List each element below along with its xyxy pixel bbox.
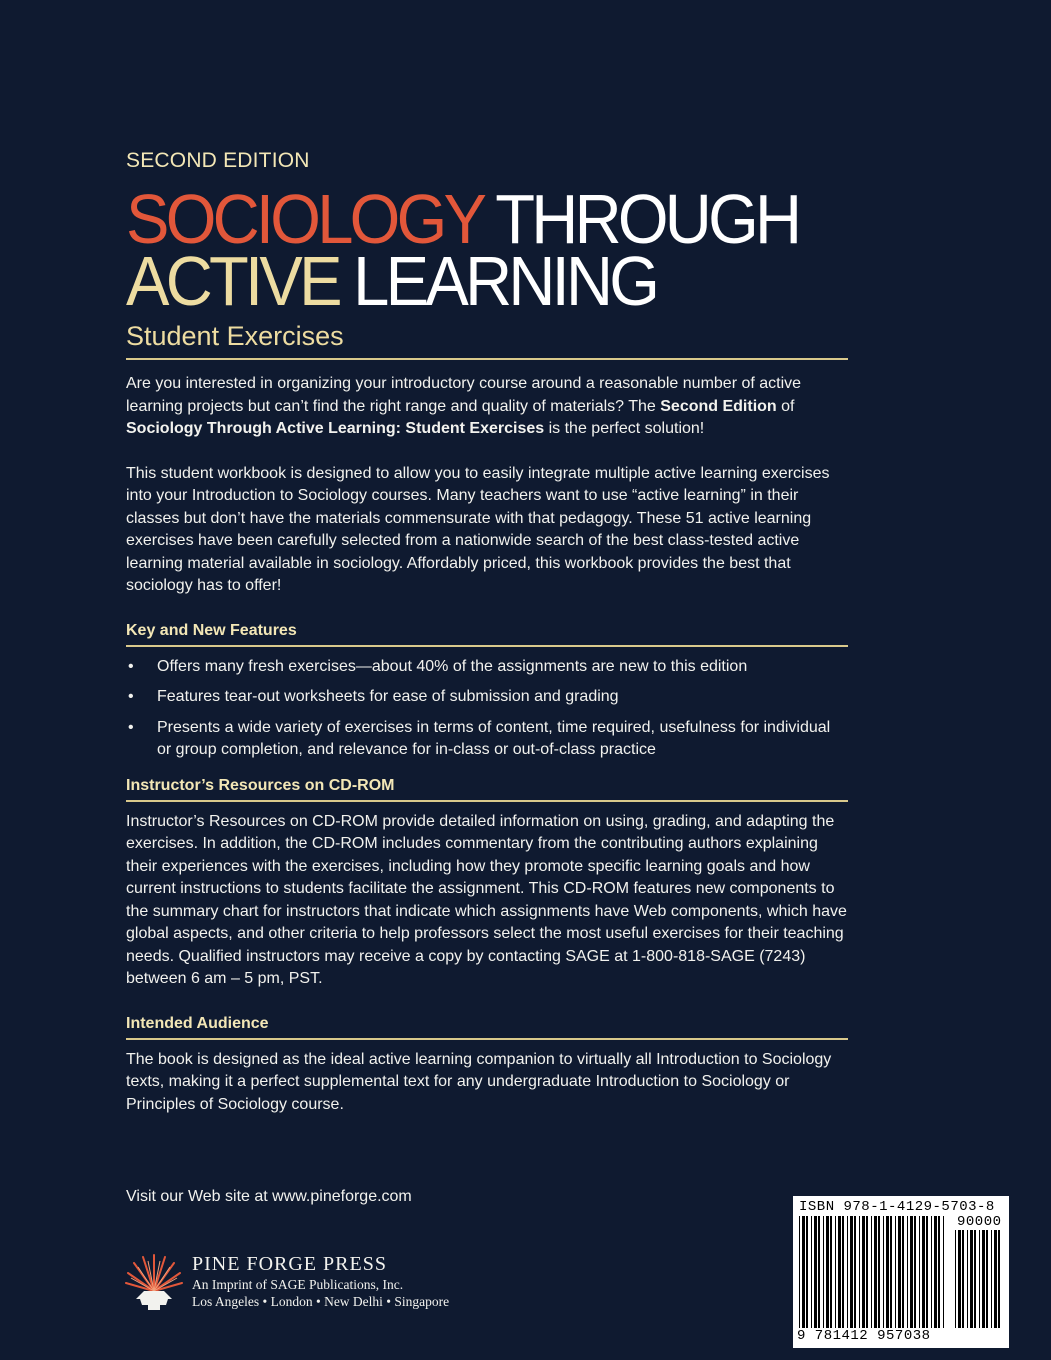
publisher-cities: Los Angeles • London • New Delhi • Singapore [192,1294,450,1309]
feature-text: Presents a wide variety of exercises in terms of content, time required, usefulness for individual or group completion, and relevance for in-class or out-of-class practice [157,718,831,758]
title-word-through: THROUGH [482,180,799,258]
title-word-sociology: SOCIOLOGY [126,180,483,258]
bullet-icon: • [128,688,134,705]
intro-text-1: Are you interested in organizing your introductory course around a reasonable number of active learning projects but can’t find the right range and quality of materials? The [126,375,802,415]
list-item [126,656,848,679]
publisher-logo [122,1253,522,1317]
publisher-imprint: An Imprint of SAGE Publications, Inc. [192,1277,404,1292]
resources-paragraph: Instructor’s Resources on CD-ROM provide detailed information on using, grading, and adapting the exercises. In addition, the CD-ROM includes commentary from the contributing authors explaining their experiences with the exercises, including how they promote specific learning goals and how current instructions to students facilitate the assignment. This CD-ROM features new components to the summary chart for instructors that indicate which assignments have Web components, which have global aspects, and other criteria to help professors select the most useful exercises for their teaching needs. Qualified instructors may receive a copy by contacting SAGE at 1-800-818-SAGE (7243) between 6 am – 5 pm, PST. [126,812,847,987]
price-code: 90000 [957,1214,1002,1230]
edition-label: SECOND EDITION [126,149,310,172]
audience-heading: Intended Audience [126,1014,269,1032]
back-cover-content [126,148,848,1116]
isbn-number: ISBN 978-1-4129-5703-8 [799,1199,995,1215]
list-item [126,717,848,762]
features-divider [126,645,848,647]
isbn-barcode [793,1196,1009,1348]
audience-paragraph: The book is designed as the ideal active learning companion to virtually all Introduction to Sociology texts, making it a perfect supplemental text for any undergraduate Introduction to Sociology or Principles of Sociology course. [126,1050,832,1113]
audience-divider [126,1038,848,1040]
feature-text: Features tear-out worksheets for ease of submission and grading [157,688,619,705]
bullet-icon: • [128,657,134,675]
title-word-learning: LEARNING [338,242,657,320]
ean-number: 9 781412 957038 [797,1328,931,1344]
features-list [126,656,848,762]
barcode-addon-bars [953,1230,1005,1328]
title-word-active: ACTIVE [126,242,339,320]
feature-text: Offers many fresh exercises—about 40% of the assignments are new to this edition [157,657,748,675]
resources-heading: Instructor’s Resources on CD-ROM [126,776,395,794]
intro-bold-title: Sociology Through Active Learning: Student Exercises [126,420,545,437]
description-paragraph: This student workbook is designed to allow you to easily integrate multiple active learning exercises into your Introduction to Sociology courses. Many teachers want to use “active learning” in their classes but don’t have the materials commensurate with that pedagogy. These 51 active learning exercises have been carefully selected from a nationwide search of the best class-tested active learning material available in sociology. Affordably priced, this workbook provides the best that sociology has to offer! [126,464,830,594]
resources-divider [126,800,848,802]
title-line-1 [126,180,799,258]
website-line: Visit our Web site at www.pineforge.com [126,1188,412,1205]
features-heading: Key and New Features [126,621,297,639]
barcode-bars [797,1216,947,1328]
bullet-icon: • [128,718,134,736]
publisher-name: PINE FORGE PRESS [192,1253,387,1275]
intro-text-2: of [776,397,795,415]
title-divider [126,358,848,360]
intro-paragraph [126,373,848,441]
sunburst-icon [122,1253,186,1313]
intro-bold-edition: Second Edition [660,397,777,415]
book-subtitle: Student Exercises [126,321,344,351]
intro-text-3: is the perfect solution! [544,420,705,437]
list-item [126,686,848,709]
book-title [126,180,799,320]
title-line-2 [126,242,797,320]
